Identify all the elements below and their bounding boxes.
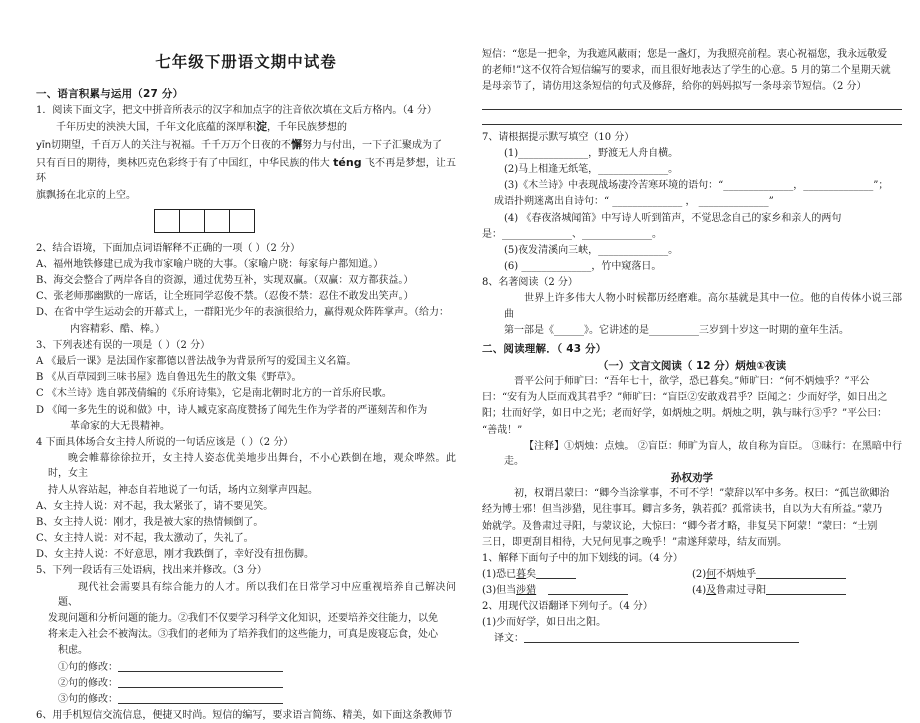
question-5-prompt: 5、下列一段话有三处语病，找出来并修改。（3 分） bbox=[36, 565, 267, 577]
question-5-passage-line-2: 发现问题和分析问题的能力。②我们不仅要学习科学文化知识，还要培养交往能力，以免 bbox=[48, 613, 438, 625]
two-column-layout bbox=[36, 30, 902, 722]
question-6-continuation-line-1: 短信：“您是一把伞，为我遮风蔽雨；您是一盏灯，为我照亮前程。衷心祝福您，我永远敬爱 bbox=[482, 49, 888, 60]
classical-text-1-line-4: “善哉！” bbox=[482, 424, 523, 436]
question-4-prompt: 4 下面具体场合女主持人所说的一句话应该是（ ）（2 分） bbox=[36, 436, 294, 448]
rq1-item3-blank[interactable] bbox=[548, 583, 628, 595]
q1-text-f: 飞不再是梦想，让五环 bbox=[36, 157, 456, 185]
question-6-prompt: 6、用手机短信交流信息，便捷又时尚。短信的编写，要求语言简练、精美，如下面这条教师节 bbox=[36, 710, 453, 722]
question-3-prompt: 3、下列表述有误的一项是（ ）（2 分） bbox=[36, 339, 211, 351]
reading-question-1-item-2 bbox=[692, 567, 902, 583]
question-3-option-d[interactable]: D 《闻一多先生的说和做》中，诗人臧克家高度赞扬了闻先生作为学者的严谨刻苦和作为 bbox=[36, 404, 428, 416]
question-8-prompt: 8、名著阅读（2 分） bbox=[482, 277, 578, 289]
question-7-item-2[interactable]: (2)马上相逢无纸笔，______________。 bbox=[504, 163, 679, 175]
question-7-item-3-cont[interactable]: 成语扑朔迷离出自诗句：“ ______________ ， ______________” bbox=[494, 196, 774, 208]
rq1-item2-blank[interactable] bbox=[756, 567, 846, 579]
classical-text-2-line-4: 三日，即更刮目相待，大兄何见事之晚乎！”肃遂拜蒙母，结友而别。 bbox=[482, 536, 788, 548]
classical-text-1-line-2: 曰：“安有为人臣而戏其君乎？”师旷曰：“盲臣②安敢戏君乎？臣闻之：少而好学，如日出之 bbox=[482, 392, 888, 404]
reading-question-1-prompt: 1、解释下面句子中的加下划线的词。（4 分） bbox=[482, 552, 683, 564]
classical-text-1-line-1: 晋平公问于师旷曰：“吾年七十，欲学，恐已暮矣。”师旷曰：“何不炳烛乎？”平公 bbox=[514, 376, 870, 387]
question-6-answer-rule-2[interactable] bbox=[482, 123, 902, 125]
rq1-item1-label: (1)恐已 bbox=[482, 569, 517, 581]
rq1-item1-underlined: 暮 bbox=[516, 569, 527, 581]
question-5-passage-line-3: 将来走入社会不被淘汰。③我们的老师为了培养我们的这些能力，可真是废寝忘食，处心 bbox=[48, 629, 438, 641]
question-7-item-6[interactable]: (6) ______________，竹中窥落日。 bbox=[504, 261, 662, 273]
page-title: 七年级下册语文期中试卷 bbox=[155, 53, 337, 71]
rq1-item3-label: (3)但当 bbox=[482, 585, 517, 597]
grid-cell-1[interactable] bbox=[154, 209, 180, 233]
reading-question-2-answer-label: 译文： bbox=[494, 633, 524, 645]
question-1-passage-line-4: 旗飘扬在北京的上空。 bbox=[36, 189, 136, 201]
reading-question-1-row-1 bbox=[482, 567, 902, 583]
reading-question-2-answer-blank[interactable] bbox=[524, 631, 799, 643]
rq1-item2-label: (2) bbox=[692, 569, 707, 581]
question-5-answer-blank-2[interactable] bbox=[118, 676, 283, 688]
reading-question-1-item-1 bbox=[482, 567, 692, 583]
classical-text-1-notes: 【注释】①炳烛：点烛。 ②盲臣：师旷为盲人，故自称为盲臣。 ③昧行：在黑暗中行走。 bbox=[504, 440, 902, 467]
question-5-answer-row-2 bbox=[36, 676, 456, 691]
question-5-passage-line-1: 现代社会需要具有综合能力的人才。所以我们在日常学习中应重视培养自己解决问题、 bbox=[58, 581, 456, 608]
classical-text-1-line-3: 阳；壮而好学，如日中之光；老而好学，如炳烛之明。炳烛之明，孰与昧行③乎？”平公曰： bbox=[482, 408, 888, 420]
question-3-option-c[interactable]: C 《木兰诗》选自郭茂倩编的《乐府诗集》，它是南北朝时北方的一首乐府民歌。 bbox=[36, 388, 392, 400]
q1-text-a: 千年历史的泱泱大国，千年文化底蕴的深厚积 bbox=[56, 122, 256, 134]
q1-pinyin-yin: yīn bbox=[36, 139, 52, 151]
q1-text-b: ，千年民族梦想的 bbox=[267, 122, 347, 134]
question-2-option-b[interactable]: B、海交会整合了两岸各自的资源，通过优势互补，实现双赢。（双赢：双方都获益。） bbox=[36, 275, 414, 287]
question-6-continuation-line-3: 是母亲节了，请仿用这条短信的句式及修辞，给你的妈妈拟写一条母亲节短信。（2 分） bbox=[482, 81, 867, 93]
reading-part-two-title: 孙权劝学 bbox=[671, 472, 713, 485]
question-7-item-5[interactable]: (5)夜发清溪向三峡，______________。 bbox=[504, 244, 679, 256]
question-2-option-a[interactable]: A、福州地铁修建已成为我市家喻户晓的大事。（家喻户晓：每家每户都知道。） bbox=[36, 258, 384, 270]
rq1-item3-underlined: 涉猎 bbox=[516, 585, 537, 597]
question-3-option-a[interactable]: A 《最后一课》是法国作家都德以普法战争为背景所写的爱国主义名篇。 bbox=[36, 356, 357, 368]
question-5-answer-blank-1[interactable] bbox=[118, 660, 283, 672]
question-5-passage-line-4: 积虑。 bbox=[58, 645, 88, 657]
question-4-scenario-line-1: 晚会帷幕徐徐拉开，女主持人姿态优美地步出舞台，不小心跌倒在地，观众哗然。此时，女主 bbox=[48, 453, 456, 480]
question-3-option-b[interactable]: B 《从百草园到三味书屋》选自鲁迅先生的散文集《野草》。 bbox=[36, 372, 302, 384]
question-2-option-d-cont: 内容精彩、酷、棒。） bbox=[70, 323, 165, 335]
section-heading-one: 一、语言积累与运用（27 分） bbox=[36, 88, 184, 100]
question-3-option-d-cont: 革命家的大无畏精神。 bbox=[70, 420, 170, 432]
question-6-continuation-line-2: 的老师!”这不仅符合短信编写的要求，而且很好地表达了学生的心意。5 月的第二个星期天就 bbox=[482, 65, 891, 77]
reading-question-2-item-1: (1)少而好学，如日出之阳。 bbox=[482, 617, 607, 629]
reading-question-2-prompt: 2、用现代汉语翻译下列句子。（4 分） bbox=[482, 601, 653, 613]
question-8-passage-line-1: 世界上许多伟大人物小时候都历经磨难。高尔基就是其中一位。他的自传体小说三部曲 bbox=[504, 293, 902, 320]
section-heading-two: 二、阅读理解．（ 43 分） bbox=[482, 343, 607, 355]
rq1-item2-tail: 不炳烛乎 bbox=[716, 569, 757, 581]
q1-bold-char-xie: 懈 bbox=[291, 137, 303, 151]
rq1-item4-tail: 鲁肃过寻阳 bbox=[716, 585, 767, 597]
q1-text-e: 只有百日的期待，奥林匹克色彩终于有了中国红，中华民族的伟大 bbox=[36, 157, 330, 169]
question-4-option-a[interactable]: A、女主持人说：对不起，我太紧张了，请不要见笑。 bbox=[36, 500, 274, 512]
question-7-item-1[interactable]: (1)______________，野渡无人舟自横。 bbox=[504, 147, 679, 159]
question-1-passage-line-2 bbox=[36, 137, 456, 154]
question-5-answer-label-2: ②句的修改： bbox=[58, 677, 118, 689]
question-5-answer-row-3 bbox=[36, 692, 456, 707]
rq1-item4-underlined: 及 bbox=[706, 585, 717, 597]
classical-text-2-line-1: 初，权谓吕蒙曰：“卿今当涂掌事，不可不学！”蒙辞以军中多务。权曰：“孤岂欲卿治 bbox=[514, 488, 890, 500]
question-7-item-3[interactable]: (3)《木兰诗》中表现战场凄冷苦寒环境的语句：“______________，______________”； bbox=[504, 180, 889, 192]
grid-cell-4[interactable] bbox=[229, 209, 255, 233]
rq1-item2-underlined: 何 bbox=[706, 569, 717, 581]
question-2-option-d[interactable]: D、在省中学生运动会的开幕式上，一群阳光少年的表演很给力，赢得观众阵阵掌声。（给力： bbox=[36, 307, 450, 319]
question-5-answer-row-1 bbox=[36, 660, 456, 675]
question-1-prompt: 1．阅读下面文字，把文中拼音所表示的汉字和加点字的注音依次填在文后方格内。（4 分） bbox=[36, 105, 437, 116]
reading-question-1-row-2 bbox=[482, 583, 902, 599]
q1-text-c: 切期望，千百万人的关注与祝福。千千万万个日夜的不 bbox=[51, 139, 292, 151]
question-4-option-b[interactable]: B、女主持人说：刚才，我是被大家的热情倾倒了。 bbox=[36, 516, 264, 528]
rq1-item1-blank[interactable] bbox=[536, 567, 576, 579]
question-7-item-4: (4) 《春夜洛城闻笛》中写诗人听到笛声，不觉思念自己的家乡和亲人的两句 bbox=[504, 212, 842, 224]
grid-cell-3[interactable] bbox=[204, 209, 230, 233]
question-5-answer-label-3: ③句的修改： bbox=[58, 693, 118, 705]
question-1-passage-line-1 bbox=[36, 119, 456, 136]
question-7-prompt: 7、请根据提示默写填空（10 分） bbox=[482, 131, 635, 143]
question-1-passage-line-3 bbox=[36, 155, 456, 187]
reading-question-2-answer-row bbox=[482, 631, 902, 646]
q1-pinyin-teng: téng bbox=[333, 155, 362, 169]
question-6-answer-rule-1[interactable] bbox=[482, 108, 902, 110]
right-column bbox=[482, 30, 902, 645]
q1-bold-char-dian: 淀 bbox=[256, 120, 267, 134]
answer-grid-boxes[interactable] bbox=[154, 209, 456, 233]
reading-question-1-item-4 bbox=[692, 583, 902, 599]
rq1-item4-blank[interactable] bbox=[766, 583, 846, 595]
question-2-prompt: 2、结合语境，下面加点词语解释不正确的一项（ ）（2 分） bbox=[36, 242, 301, 254]
question-5-answer-blank-3[interactable] bbox=[118, 692, 283, 704]
classical-text-2-line-2: 经为博士邪！但当涉猎，见往事耳。卿言多务，孰若孤？孤常读书，自以为大有所益。”蒙乃 bbox=[482, 504, 883, 516]
rq1-item4-label: (4) bbox=[692, 585, 707, 597]
question-5-answer-label-1: ①句的修改： bbox=[58, 661, 118, 673]
q1-text-d: 努力与付出，一下子汇聚成为了 bbox=[302, 139, 443, 151]
reading-question-1-item-3 bbox=[482, 583, 692, 599]
left-column bbox=[36, 30, 456, 722]
question-8-passage-line-2[interactable]: 第一部是《______》。它讲述的是__________三岁到十岁这一时期的童年生活。 bbox=[504, 324, 849, 336]
reading-part-one-title: （一）文言文阅读（ 12 分）炳烛①夜读 bbox=[597, 360, 787, 372]
question-7-item-4-answer[interactable]: 是：______________、______________。 bbox=[482, 228, 662, 240]
question-4-scenario-line-2: 持人从容站起，神态自若地说了一句话，场内立刻掌声四起。 bbox=[48, 484, 318, 496]
question-2-option-c[interactable]: C、张老师那幽默的一席话，让全班同学忍俊不禁。（忍俊不禁：忍住不敢发出笑声。） bbox=[36, 291, 414, 303]
rq1-item1-tail: 矣 bbox=[526, 569, 537, 581]
grid-cell-2[interactable] bbox=[179, 209, 205, 233]
classical-text-2-line-3: 始就学。及鲁肃过寻阳，与蒙议论，大惊曰：“卿今者才略，非复吴下阿蒙！”蒙曰：“士别 bbox=[482, 520, 878, 532]
question-4-option-d[interactable]: D、女主持人说：不好意思，刚才我跌倒了，幸好没有扭伤脚。 bbox=[36, 549, 315, 561]
question-4-option-c[interactable]: C、女主持人说：对不起，我太激动了，失礼了。 bbox=[36, 533, 254, 545]
